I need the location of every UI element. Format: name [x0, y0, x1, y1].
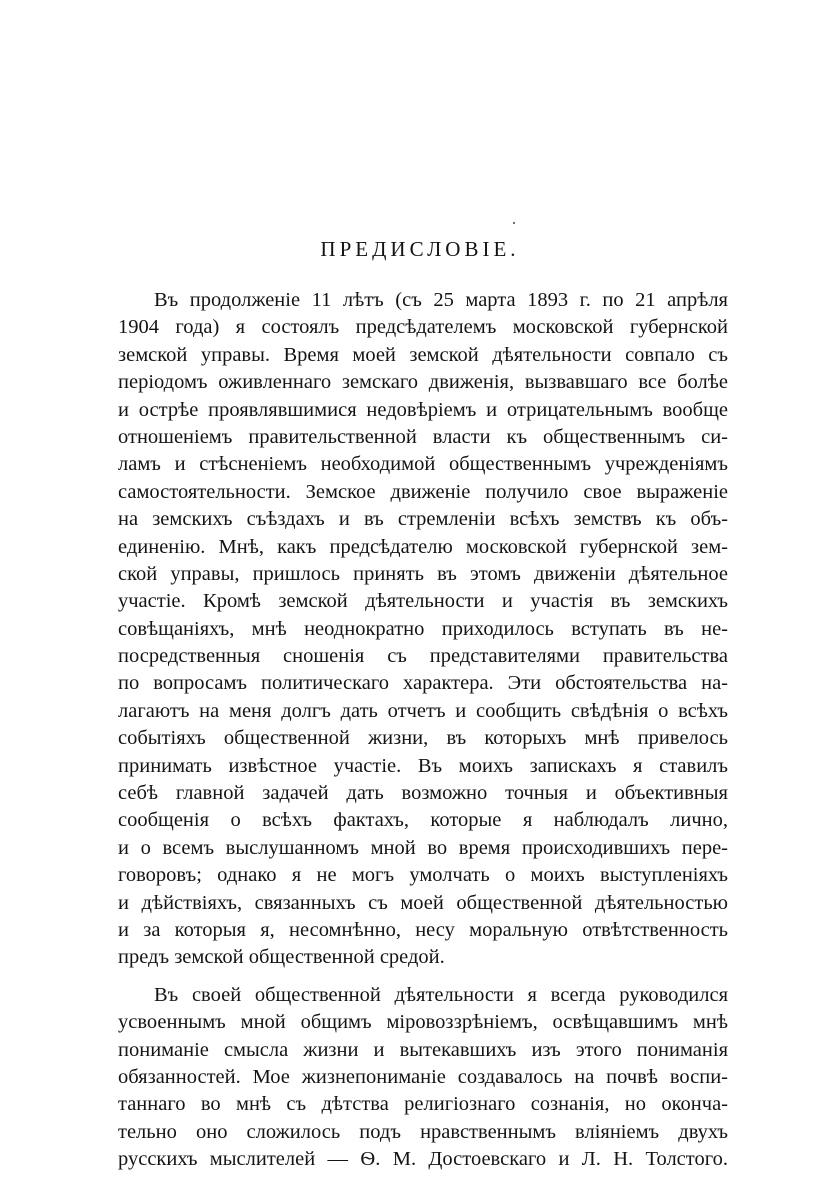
- text-line: участіе. Кромѣ земской дѣятельности и участія въ земскихъ: [118, 590, 728, 613]
- text-line: ламъ и стѣсненіемъ необходимой общественнымъ учрежденіямъ: [118, 453, 728, 476]
- text-line: событіяхъ общественной жизни, въ которыхъ мнѣ привелось: [118, 727, 728, 750]
- paragraph-2: [118, 982, 728, 1174]
- text-line: самостоятельности. Земское движеніе получило свое выраженіе: [118, 480, 728, 503]
- text-line: предъ земской общественной средой.: [118, 946, 445, 969]
- text-line: отношеніемъ правительственной власти къ общественнымъ си-: [118, 425, 728, 448]
- body-text: [118, 287, 728, 1174]
- text-line: таннаго во мнѣ съ дѣтства религіознаго сознанія, но оконча-: [118, 1093, 728, 1116]
- text-line: обязанностей. Мое жизнепониманіе создавалось на почвѣ воспи-: [118, 1065, 728, 1088]
- text-line: ской управы, пришлось принять въ этомъ движеніи дѣятельное: [118, 562, 728, 585]
- text-line: лагаютъ на меня долгъ дать отчетъ и сообщить свѣдѣнія о всѣхъ: [118, 699, 728, 722]
- ink-speck: [513, 222, 515, 224]
- text-line: усвоеннымъ мной общимъ міровоззрѣніемъ, освѣщавшимъ мнѣ: [118, 1011, 728, 1034]
- text-line: сообщенія о всѣхъ фактахъ, которые я наблюдалъ лично,: [118, 809, 728, 832]
- text-line: посредственныя сношенія съ представителями правительства: [118, 645, 728, 668]
- text-line: совѣщаніяхъ, мнѣ неоднократно приходилось вступать въ не-: [118, 617, 728, 640]
- text-line: русскихъ мыслителей — Ѳ. М. Достоевскаго и Л. Н. Толстого.: [118, 1148, 728, 1171]
- text-line: и о всемъ выслушанномъ мной во время происходившихъ пере-: [118, 836, 728, 859]
- text-line: говоровъ; однако я не могъ умолчать о моихъ выступленіяхъ: [118, 864, 728, 887]
- text-line: 1904 года) я состоялъ предсѣдателемъ московской губернской: [118, 316, 728, 339]
- paragraph-1: [118, 287, 728, 972]
- text-line: и дѣйствіяхъ, связанныхъ съ моей общественной дѣятельностью: [118, 891, 728, 914]
- page-heading: ПРЕДИСЛОВІЕ.: [320, 237, 520, 261]
- text-line: и за которыя я, несомнѣнно, несу моральную отвѣтственность: [118, 918, 728, 941]
- text-line: принимать извѣстное участіе. Въ моихъ запискахъ я ставилъ: [118, 754, 728, 777]
- text-line: пониманіе смысла жизни и вытекавшихъ изъ этого пониманія: [118, 1038, 728, 1061]
- text-line: Въ продолженіе 11 лѣтъ (съ 25 марта 1893 г. по 21 апрѣля: [154, 289, 728, 311]
- text-line: на земскихъ съѣздахъ и въ стремленіи всѣхъ земствъ къ объ-: [118, 508, 728, 531]
- text-line: тельно оно сложилось подъ нравственнымъ вліяніемъ двухъ: [118, 1120, 728, 1143]
- text-line: земской управы. Время моей земской дѣятельности совпало съ: [118, 343, 728, 366]
- text-line: Въ своей общественной дѣятельности я всегда руководился: [154, 983, 728, 1006]
- text-line: себѣ главной задачей дать возможно точныя и объективныя: [118, 782, 728, 805]
- text-line: періодомъ оживленнаго земскаго движенія, вызвавшаго все болѣе: [118, 371, 728, 394]
- text-line: единенію. Мнѣ, какъ предсѣдателю московской губернской зем-: [118, 535, 728, 558]
- paragraph-gap: [118, 972, 728, 982]
- text-line: и острѣе проявлявшимися недовѣріемъ и отрицательнымъ вообще: [118, 398, 728, 421]
- text-line: по вопросамъ политическаго характера. Эти обстоятельства на-: [118, 672, 728, 695]
